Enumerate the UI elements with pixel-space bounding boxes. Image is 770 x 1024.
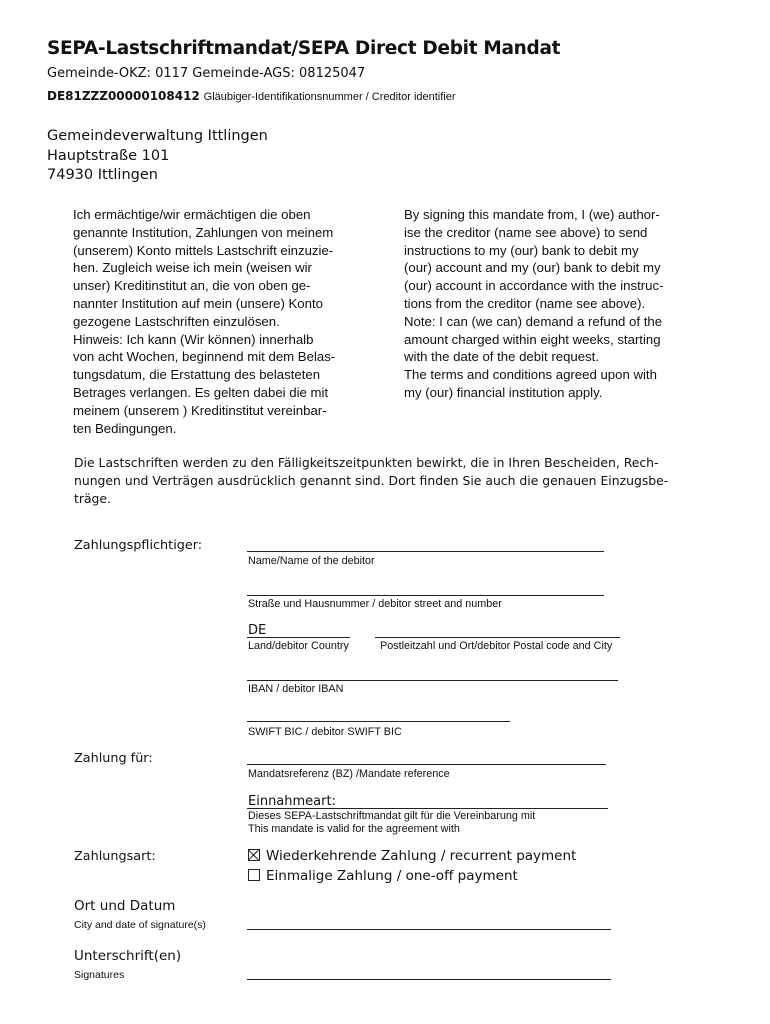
debtor-postal-field[interactable] bbox=[375, 637, 620, 638]
creditor-identifier bbox=[47, 89, 456, 103]
text-line: ise the creditor (name see above) to send bbox=[404, 224, 648, 240]
text-line: ten Bedingungen. bbox=[73, 420, 177, 436]
debtor-street-caption: Straße und Hausnummer / debitor street and number bbox=[248, 598, 502, 610]
creditor-name: Gemeindeverwaltung Ittlingen bbox=[47, 128, 268, 144]
debtor-country-field[interactable] bbox=[247, 637, 350, 638]
option-label: Einmalige Zahlung / one-off payment bbox=[266, 868, 518, 884]
text-line: tungsdatum, die Erstattung des belasteten bbox=[73, 367, 321, 383]
debtor-iban-caption: IBAN / debitor IBAN bbox=[248, 683, 344, 695]
municipality-codes: Gemeinde-OKZ: 0117 Gemeinde-AGS: 08125047 bbox=[47, 66, 366, 81]
text-line: (our) account and my (our) bank to debit my bbox=[404, 260, 661, 276]
text-line: von acht Wochen, beginnend mit dem Belas- bbox=[73, 349, 336, 365]
debtor-postal-caption: Postleitzahl und Ort/debitor Postal code and City bbox=[380, 640, 613, 652]
text-line: The terms and conditions agreed upon with bbox=[404, 367, 657, 383]
revenue-type-label: Einnahmeart: bbox=[248, 794, 336, 809]
document-title: SEPA-Lastschriftmandat/SEPA Direct Debit Mandat bbox=[47, 38, 561, 59]
text-line: Die Lastschriften werden zu den Fälligkeitszeitpunkten bewirkt, die in Ihren Bescheiden, Rech- bbox=[74, 455, 659, 470]
payment-option-one-off[interactable] bbox=[248, 868, 518, 884]
debtor-bic-field[interactable] bbox=[247, 721, 510, 722]
signature-caption: Signatures bbox=[74, 969, 125, 981]
payment-option-recurrent[interactable] bbox=[248, 848, 576, 864]
creditor-city: 74930 Ittlingen bbox=[47, 167, 158, 183]
text-line: (our) account in accordance with the instruc- bbox=[404, 278, 664, 294]
creditor-street: Hauptstraße 101 bbox=[47, 147, 170, 164]
text-line: meinem (unserem ) Kreditinstitut vereinbar- bbox=[73, 402, 327, 418]
text-line: instructions to my (our) bank to debit my bbox=[404, 242, 639, 258]
revenue-type-field[interactable] bbox=[247, 808, 608, 809]
debtor-section-label: Zahlungspflichtiger: bbox=[74, 538, 203, 553]
creditor-id-value: DE81ZZZ00000108412 bbox=[47, 89, 200, 103]
debtor-country-value: DE bbox=[248, 623, 267, 638]
mandate-text-german bbox=[73, 206, 335, 437]
text-line: (unserem) Konto mittels Lastschrift einzuzie- bbox=[73, 242, 334, 258]
debtor-country-caption: Land/debitor Country bbox=[248, 640, 349, 652]
text-line: By signing this mandate from, I (we) author- bbox=[404, 207, 660, 222]
text-line: nannter Institution auf mein (unsere) Konto bbox=[73, 295, 323, 311]
text-line: Note: I can (we can) demand a refund of the bbox=[404, 313, 663, 329]
signature-label: Unterschrift(en) bbox=[74, 948, 182, 964]
creditor-address bbox=[47, 127, 268, 186]
text-line: Hinweis: Ich kann (Wir können) innerhalb bbox=[73, 331, 314, 347]
place-date-caption: City and date of signature(s) bbox=[74, 919, 206, 931]
text-line: with the date of the debit request. bbox=[404, 349, 600, 365]
signature-field[interactable] bbox=[247, 979, 611, 980]
validity-caption-de: Dieses SEPA-Lastschriftmandat gilt für die Vereinbarung mit bbox=[248, 810, 536, 822]
text-line: tions from the creditor (name see above). bbox=[404, 295, 646, 311]
text-line: Betrages verlangen. Es gelten dabei die mit bbox=[73, 384, 329, 400]
creditor-id-label: Gläubiger-Identifikationsnummer / Creditor identifier bbox=[203, 91, 456, 103]
text-line: nungen und Verträgen ausdrücklich genannt sind. Dort finden Sie auch die genauen Einzugsbe- bbox=[74, 473, 669, 488]
text-line: hen. Zugleich weise ich mein (weisen wir bbox=[73, 260, 312, 276]
place-date-field[interactable] bbox=[247, 929, 611, 930]
payment-for-label: Zahlung für: bbox=[74, 751, 153, 766]
payment-type-label: Zahlungsart: bbox=[74, 849, 156, 864]
debtor-street-field[interactable] bbox=[247, 595, 604, 596]
place-date-label: Ort und Datum bbox=[74, 898, 176, 914]
text-line: unser) Kreditinstitut an, die von oben ge- bbox=[73, 278, 311, 294]
checkbox-icon[interactable] bbox=[248, 869, 260, 881]
debtor-bic-caption: SWIFT BIC / debitor SWIFT BIC bbox=[248, 726, 402, 738]
text-line: Ich ermächtige/wir ermächtigen die oben bbox=[73, 207, 311, 222]
due-date-paragraph bbox=[74, 454, 668, 508]
mandate-reference-caption: Mandatsreferenz (BZ) /Mandate reference bbox=[248, 768, 450, 780]
text-line: my (our) financial institution apply. bbox=[404, 384, 603, 400]
text-line: amount charged within eight weeks, starting bbox=[404, 331, 661, 347]
checked-checkbox-icon[interactable] bbox=[248, 849, 260, 861]
debtor-iban-field[interactable] bbox=[247, 680, 618, 681]
validity-caption-en: This mandate is valid for the agreement with bbox=[248, 823, 460, 835]
option-label: Wiederkehrende Zahlung / recurrent payment bbox=[266, 848, 577, 864]
mandate-text-english bbox=[404, 206, 663, 402]
text-line: genannte Institution, Zahlungen von meinem bbox=[73, 224, 334, 240]
mandate-reference-field[interactable] bbox=[247, 764, 606, 765]
text-line: träge. bbox=[74, 491, 111, 506]
debtor-name-field[interactable] bbox=[247, 551, 604, 552]
debtor-name-caption: Name/Name of the debitor bbox=[248, 555, 375, 567]
text-line: gezogene Lastschriften einzulösen. bbox=[73, 313, 280, 329]
